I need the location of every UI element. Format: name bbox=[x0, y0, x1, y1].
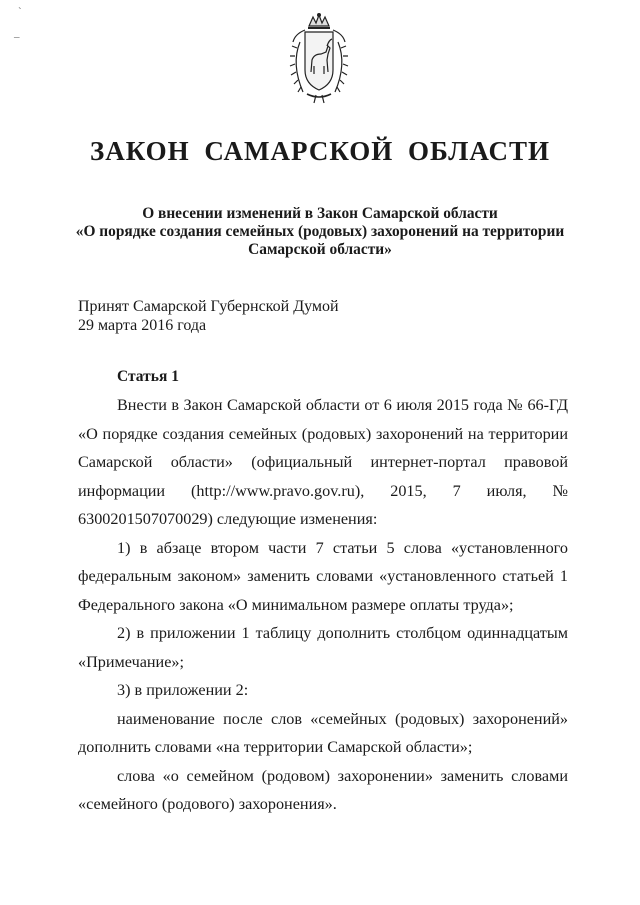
amendment-item: 3) в приложении 2: bbox=[117, 681, 249, 699]
adoption-note bbox=[78, 297, 339, 335]
adoption-date: 29 марта 2016 года bbox=[78, 317, 207, 334]
subtitle-line: Самарской области» bbox=[248, 241, 392, 258]
scan-speck: – bbox=[14, 31, 20, 43]
page-title: ЗАКОН САМАРСКОЙ ОБЛАСТИ bbox=[90, 136, 550, 166]
article-heading: Статья 1 bbox=[117, 368, 179, 385]
adoption-body: Принят Самарской Губернской Думой bbox=[78, 298, 339, 315]
subtitle-line: О внесении изменений в Закон Самарской области bbox=[142, 205, 498, 222]
subtitle-line: «О порядке создания семейных (родовых) захоронений на территории bbox=[75, 223, 565, 240]
amendment-item: 2) в приложении 1 таблицу дополнить столбцом одиннадцатым «Примечание»; bbox=[78, 624, 568, 671]
amendment-subitem: слова «о семейном (родовом) захоронении» заменить словами «семейного (родового) захоронения». bbox=[78, 766, 568, 813]
law-subtitle bbox=[70, 205, 570, 259]
amendment-subitem: наименование после слов «семейных (родовых) захоронений» дополнить словами «на территории Самарской области»; bbox=[78, 709, 568, 756]
coat-of-arms-icon bbox=[283, 12, 355, 104]
article-paragraph: Внести в Закон Самарской области от 6 июля 2015 года № 66-ГД «О порядке создания семейных (родовых) захоронений на территории Самарской области» (официальный интернет-портал правовой информации (http://www.pravo.gov.ru), 2015, 7 июля, № 6300201507070029) следующие изменения: bbox=[78, 396, 568, 528]
article-body bbox=[78, 391, 568, 819]
scan-speck: ˋ bbox=[18, 6, 22, 18]
amendment-item: 1) в абзаце втором части 7 статьи 5 слова «установленного федеральным законом» заменить словами «установленного статьей 1 Федерального закона «О минимальном размере оплаты труда»; bbox=[78, 538, 568, 614]
